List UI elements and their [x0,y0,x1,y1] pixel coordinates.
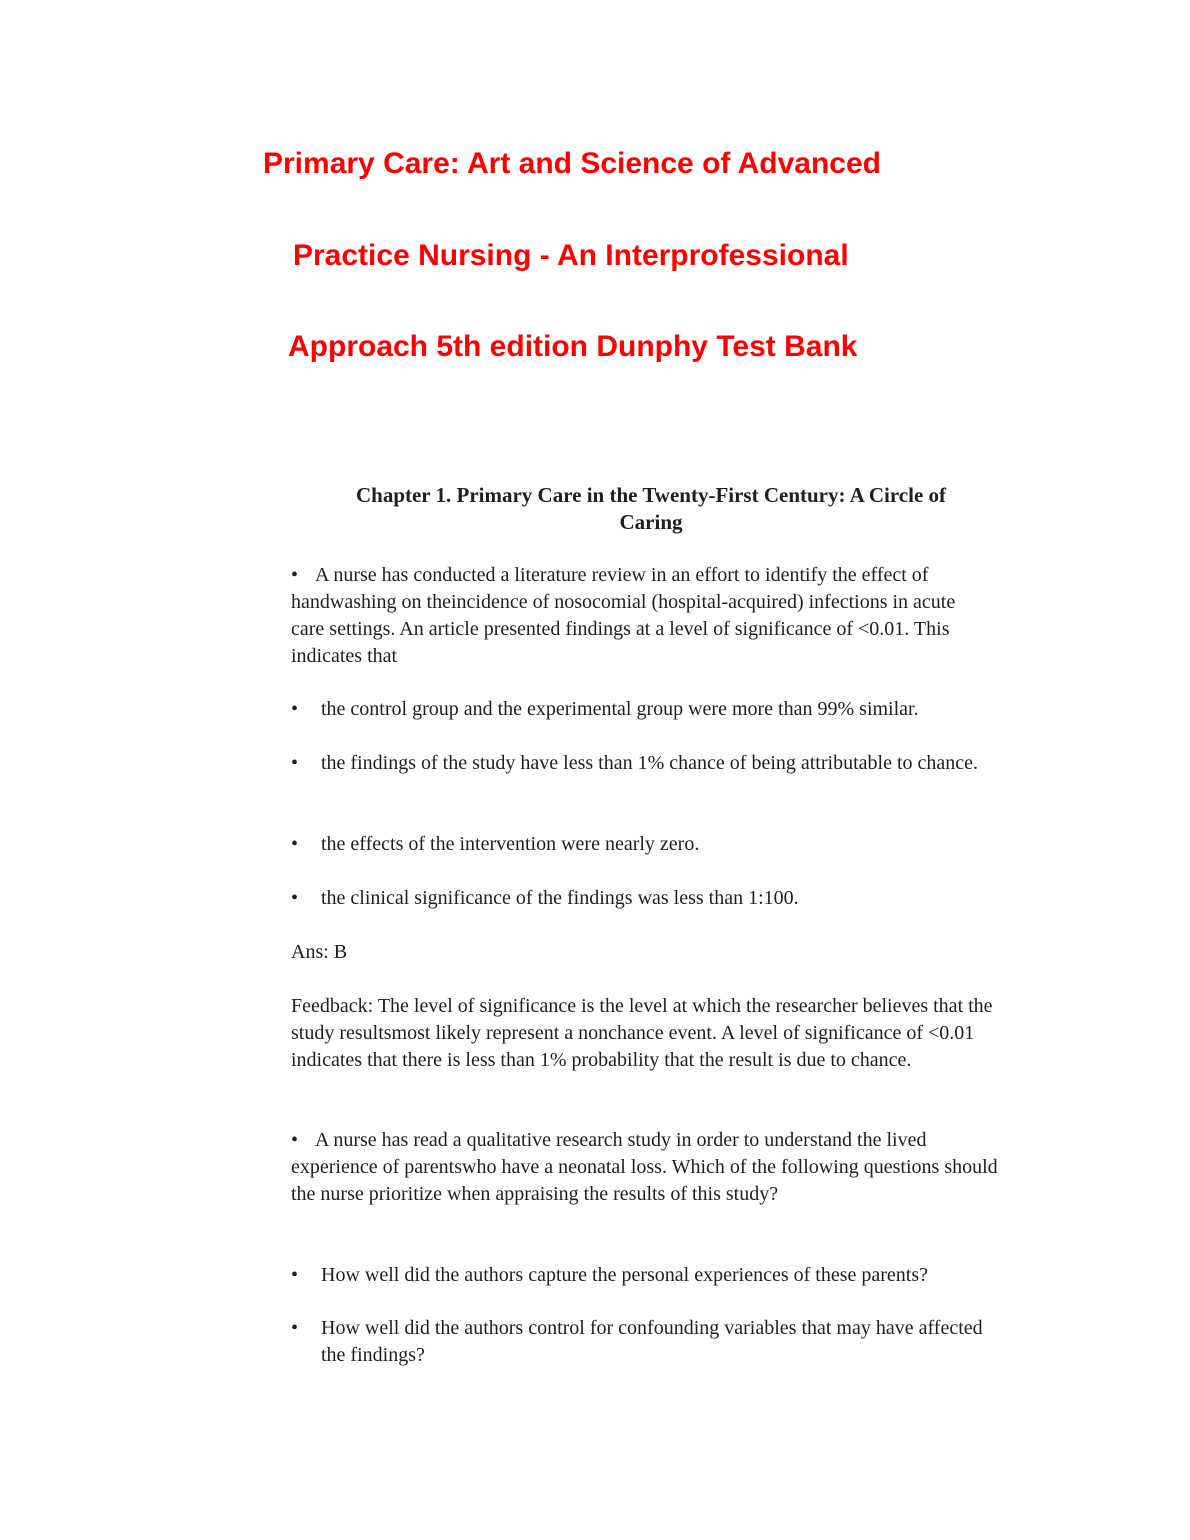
bullet: • [291,1264,299,1286]
option-text: How well did the authors capture the personal experiences of these parents? [321,1264,928,1286]
option-text: the control group and the experimental group were more than 99% similar. [321,698,919,720]
bullet: • [291,752,299,774]
question-1-feedback: Feedback: The level of significance is the level at which the researcher believes that the study resultsmost likely represent a nonchance event. A level of significance of <0.01 indicates that there is less than 1% probability that the result is due to chance. [291,995,993,1071]
bullet: • [291,564,299,586]
document-title-line-2: Practice Nursing - An Interprofessional [293,239,849,272]
question-1-option-c [291,831,1031,858]
document-title-line-1: Primary Care: Art and Science of Advanced [263,147,881,180]
question-1-option-d [291,885,1031,912]
option-text: the effects of the intervention were nearly zero. [321,833,700,855]
question-1-answer: Ans: B [291,941,348,963]
option-text: How well did the authors control for confounding variables that may have affected the findings? [321,1317,983,1366]
bullet: • [291,1129,299,1151]
bullet: • [291,698,299,720]
question-1-stem-text: A nurse has conducted a literature review in an effort to identify the effect of handwashing on theincidence of nosocomial (hospital-acquired) infections in acute care settings. An article presented findings at a level of significance of <0.01. This indicates that [291,564,956,667]
question-2-stem [291,1127,1011,1208]
option-text: the clinical significance of the findings was less than 1:100. [321,887,799,909]
option-text: the findings of the study have less than 1% chance of being attributable to chance. [321,752,979,774]
question-1-option-b [291,750,1011,777]
question-2-option-b [291,1315,1011,1369]
question-2-option-a [291,1262,1051,1289]
question-1-option-a [291,696,1031,723]
question-1-stem [291,562,991,670]
bullet: • [291,833,299,855]
document-title-line-3: Approach 5th edition Dunphy Test Bank [288,330,858,363]
bullet: • [291,887,299,909]
question-2-stem-text: A nurse has read a qualitative research study in order to understand the lived experience of parentswho have a neonatal loss. Which of the following questions should the nurse prioritize when appraising the results of this study? [291,1129,998,1205]
bullet: • [291,1317,299,1339]
chapter-heading: Chapter 1. Primary Care in the Twenty-First Century: A Circle of Caring [355,483,947,534]
